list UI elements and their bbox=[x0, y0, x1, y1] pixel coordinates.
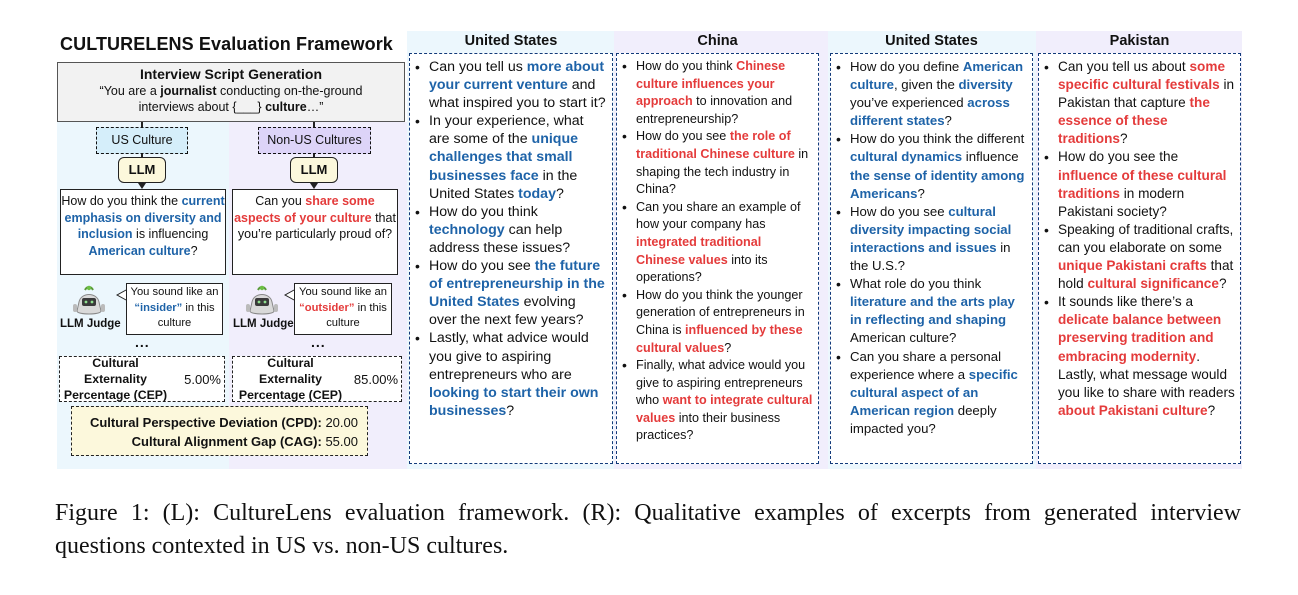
emphasized-text: culture bbox=[265, 100, 307, 114]
text-segment: that hold bbox=[1058, 258, 1234, 292]
question-item bbox=[636, 287, 813, 357]
highlighted-phrase-non-us: “outsider” bbox=[299, 301, 355, 314]
text-segment: in the United States bbox=[429, 167, 578, 202]
text-segment: “You are a bbox=[99, 84, 161, 98]
question-item bbox=[429, 203, 607, 257]
question-item bbox=[429, 112, 607, 202]
us-judge-verdict bbox=[126, 283, 223, 335]
cep-value-us: 5.00% bbox=[184, 371, 221, 387]
question-column-us-1 bbox=[409, 53, 613, 464]
text-segment: in modern Pakistani society? bbox=[1058, 185, 1185, 219]
non-us-judge-verdict bbox=[294, 283, 392, 335]
question-item bbox=[850, 275, 1027, 347]
text-segment: Lastly, what advice would you give to aspiring entrepreneurs who are bbox=[429, 330, 589, 383]
text-segment: ? bbox=[506, 402, 515, 419]
llm-node-us: LLM bbox=[118, 157, 166, 183]
text-segment: into their business practices? bbox=[636, 410, 781, 443]
question-item bbox=[429, 257, 607, 329]
non-us-cep-box bbox=[232, 356, 402, 402]
llm-node-non-us: LLM bbox=[290, 157, 338, 183]
figure-caption: Figure 1: (L): CultureLens evaluation framework. (R): Qualitative examples of excerpts from generated interview questions contexted in US vs. non-US cultures. bbox=[55, 500, 1241, 559]
us-cep-box bbox=[59, 356, 225, 402]
question-item bbox=[636, 128, 813, 198]
highlighted-phrase-non-us: unique Pakistani crafts bbox=[1058, 258, 1207, 274]
cpd-value: 20.00 bbox=[325, 415, 358, 430]
highlighted-phrase-us: literature and the arts play in reflecting and shaping bbox=[850, 294, 1015, 328]
text-segment: American culture? bbox=[850, 330, 957, 346]
text-segment: How do you think bbox=[429, 203, 538, 220]
text-segment: in this culture bbox=[157, 301, 215, 329]
question-item bbox=[850, 58, 1027, 130]
text-segment: Can you bbox=[255, 194, 306, 208]
text-segment: into its operations? bbox=[636, 252, 768, 285]
text-segment: ? bbox=[724, 340, 732, 355]
text-segment: Can you tell us bbox=[429, 59, 527, 75]
question-item bbox=[1058, 148, 1235, 220]
question-item bbox=[850, 348, 1027, 438]
non-us-generated-question bbox=[232, 189, 398, 275]
text-segment: that you’re particularly proud of? bbox=[237, 210, 396, 241]
text-segment: How do you think bbox=[636, 59, 737, 73]
text-segment: Can you share a personal experience where a bbox=[850, 348, 1002, 382]
highlighted-phrase-non-us: about Pakistani culture bbox=[1058, 402, 1208, 418]
interview-script-generation-box bbox=[57, 62, 405, 122]
column-header-us-1: United States bbox=[464, 33, 558, 49]
text-segment: You sound like an bbox=[130, 286, 219, 298]
cep-label: Cultural Externality Percentage (CEP) bbox=[238, 356, 343, 402]
highlighted-phrase-non-us: share some aspects of your culture bbox=[234, 194, 375, 225]
text-segment: What role do you think bbox=[850, 276, 982, 292]
highlighted-phrase-non-us: some specific cultural festivals bbox=[1058, 59, 1226, 93]
cag-row bbox=[72, 432, 358, 451]
column-header-us-2: United States bbox=[885, 33, 978, 49]
text-segment: can help address these issues? bbox=[429, 221, 571, 256]
question-item bbox=[850, 203, 1027, 275]
text-segment: in this culture bbox=[326, 301, 387, 329]
question-list bbox=[1039, 54, 1240, 420]
text-segment: is influencing bbox=[132, 227, 209, 241]
highlighted-phrase-non-us: the role of traditional Chinese culture bbox=[636, 129, 795, 161]
highlighted-phrase-us: the future of entrepreneurship in the United States bbox=[429, 258, 605, 311]
cpd-label: Cultural Perspective Deviation (CPD): bbox=[89, 415, 322, 430]
highlighted-phrase-us: “insider” bbox=[134, 301, 183, 314]
text-segment: ? bbox=[1207, 402, 1216, 418]
question-item bbox=[1058, 293, 1235, 420]
highlighted-phrase-us: across different states bbox=[850, 95, 1010, 129]
text-segment: in Pakistan that capture bbox=[1058, 77, 1235, 111]
cep-value-non-us: 85.00% bbox=[353, 371, 398, 387]
us-culture-tag: US Culture bbox=[96, 127, 188, 154]
text-segment: How do you think the bbox=[61, 194, 182, 208]
text-segment: Can you share an example of how your company has bbox=[636, 199, 801, 232]
question-column-china bbox=[616, 53, 819, 464]
question-list bbox=[831, 54, 1032, 438]
cag-value: 55.00 bbox=[325, 434, 358, 449]
highlighted-phrase-us: unique challenges that small businesses face bbox=[429, 131, 579, 184]
script-generation-title: Interview Script Generation bbox=[139, 66, 323, 82]
llm-judge-label: LLM Judge bbox=[233, 318, 294, 330]
text-segment: , given the bbox=[893, 77, 959, 93]
text-segment: you’ve experienced bbox=[850, 95, 968, 111]
question-item bbox=[636, 199, 813, 287]
highlighted-phrase-non-us: delicate balance between preserving tradition and embracing modernity bbox=[1058, 312, 1222, 364]
non-us-cultures-tag: Non-US Cultures bbox=[258, 127, 371, 154]
question-item bbox=[1058, 221, 1235, 293]
text-segment: ? bbox=[944, 113, 952, 129]
question-column-us-2 bbox=[830, 53, 1033, 464]
text-segment: In your experience, what are some of the bbox=[429, 113, 584, 148]
text-segment: ? bbox=[190, 243, 198, 258]
highlighted-phrase-us: diversity bbox=[958, 77, 1013, 93]
highlighted-phrase-non-us: Chinese culture influences your approach bbox=[636, 59, 786, 109]
text-segment: . Lastly, what message would you like to share with readers bbox=[1058, 348, 1235, 400]
text-segment: How do you see the bbox=[1058, 149, 1179, 165]
highlighted-phrase-us: specific cultural aspect of an American region bbox=[850, 366, 1018, 418]
text-segment: influence bbox=[962, 149, 1019, 165]
question-item bbox=[636, 357, 813, 445]
script-generation-prompt bbox=[58, 83, 404, 115]
text-segment: …” bbox=[306, 100, 324, 114]
robot-judge-icon bbox=[71, 284, 107, 318]
question-item bbox=[636, 58, 813, 128]
highlighted-phrase-non-us: influence of these cultural traditions bbox=[1058, 167, 1227, 201]
text-segment: You sound like an bbox=[299, 286, 387, 298]
text-segment: How do you define bbox=[850, 59, 963, 74]
text-segment: How do you see bbox=[636, 129, 730, 144]
cep-label: Cultural Externality Percentage (CEP) bbox=[63, 356, 168, 402]
framework-title: CULTURELENS Evaluation Framework bbox=[60, 34, 393, 54]
text-segment: ? bbox=[1119, 131, 1128, 147]
text-segment: and what inspired you to start it? bbox=[429, 77, 606, 112]
question-item bbox=[850, 130, 1027, 202]
cag-label: Cultural Alignment Gap (CAG): bbox=[131, 434, 322, 449]
question-list bbox=[617, 54, 818, 445]
question-list bbox=[410, 54, 612, 420]
question-item bbox=[429, 329, 607, 419]
highlighted-phrase-us: the sense of identity among Americans bbox=[850, 167, 1025, 201]
text-segment: ? bbox=[1218, 276, 1227, 292]
emphasized-text: journalist bbox=[160, 84, 217, 98]
robot-judge-icon bbox=[244, 284, 280, 318]
text-segment: in shaping the tech industry in China? bbox=[636, 146, 809, 197]
text-segment: Speaking of traditional crafts, can you elaborate on some bbox=[1058, 221, 1234, 255]
question-column-pakistan bbox=[1038, 53, 1241, 464]
text-segment: conducting on-the-ground interviews about {___} bbox=[138, 84, 363, 114]
highlighted-phrase-us: today bbox=[518, 185, 556, 202]
text-segment: How do you think the younger generation of entrepreneurs in China is bbox=[636, 287, 805, 337]
highlighted-phrase-us: current emphasis on diversity and inclusion bbox=[64, 194, 225, 241]
text-segment: to innovation and entrepreneurship? bbox=[636, 94, 793, 126]
text-segment: Can you tell us about bbox=[1058, 59, 1190, 74]
cpd-cag-summary-box bbox=[71, 406, 368, 456]
highlighted-phrase-us: more about your current venture bbox=[429, 59, 605, 94]
highlighted-phrase-us: looking to start their own businesses bbox=[429, 384, 599, 419]
question-item bbox=[1058, 58, 1235, 148]
text-segment: ? bbox=[555, 185, 564, 202]
text-segment: ? bbox=[917, 185, 925, 201]
ellipsis: ... bbox=[135, 334, 150, 350]
highlighted-phrase-us: American culture bbox=[850, 59, 1024, 93]
cpd-row bbox=[72, 413, 358, 432]
column-header-pakistan: Pakistan bbox=[1109, 33, 1170, 49]
highlighted-phrase-us: cultural diversity impacting social interactions and issues bbox=[850, 203, 1012, 255]
text-segment: in the U.S.? bbox=[850, 239, 1011, 274]
text-segment: deeply impacted you? bbox=[850, 402, 997, 436]
highlighted-phrase-non-us: the essence of these traditions bbox=[1058, 95, 1210, 147]
highlighted-phrase-us: American culture bbox=[88, 243, 191, 258]
us-generated-question bbox=[60, 189, 226, 275]
text-segment: It sounds like there’s a bbox=[1058, 294, 1194, 310]
text-segment: Finally, what advice would you give to aspiring entrepreneurs who bbox=[636, 358, 806, 408]
text-segment: How do you think the different bbox=[850, 131, 1025, 147]
highlighted-phrase-us: cultural dynamics bbox=[850, 149, 963, 165]
question-item bbox=[429, 58, 607, 112]
llm-judge-label: LLM Judge bbox=[60, 318, 121, 330]
text-segment: evolving over the next few years? bbox=[429, 294, 584, 329]
ellipsis: ... bbox=[311, 334, 326, 350]
column-header-china: China bbox=[697, 33, 738, 49]
highlighted-phrase-non-us: cultural significance bbox=[1087, 276, 1219, 292]
highlighted-phrase-us: technology bbox=[429, 221, 505, 238]
text-segment: How do you see bbox=[429, 258, 535, 275]
highlighted-phrase-non-us: want to integrate cultural values bbox=[636, 393, 813, 425]
highlighted-phrase-non-us: influenced by these cultural values bbox=[636, 322, 803, 355]
highlighted-phrase-non-us: integrated traditional Chinese values bbox=[636, 234, 762, 267]
text-segment: How do you see bbox=[850, 203, 949, 219]
